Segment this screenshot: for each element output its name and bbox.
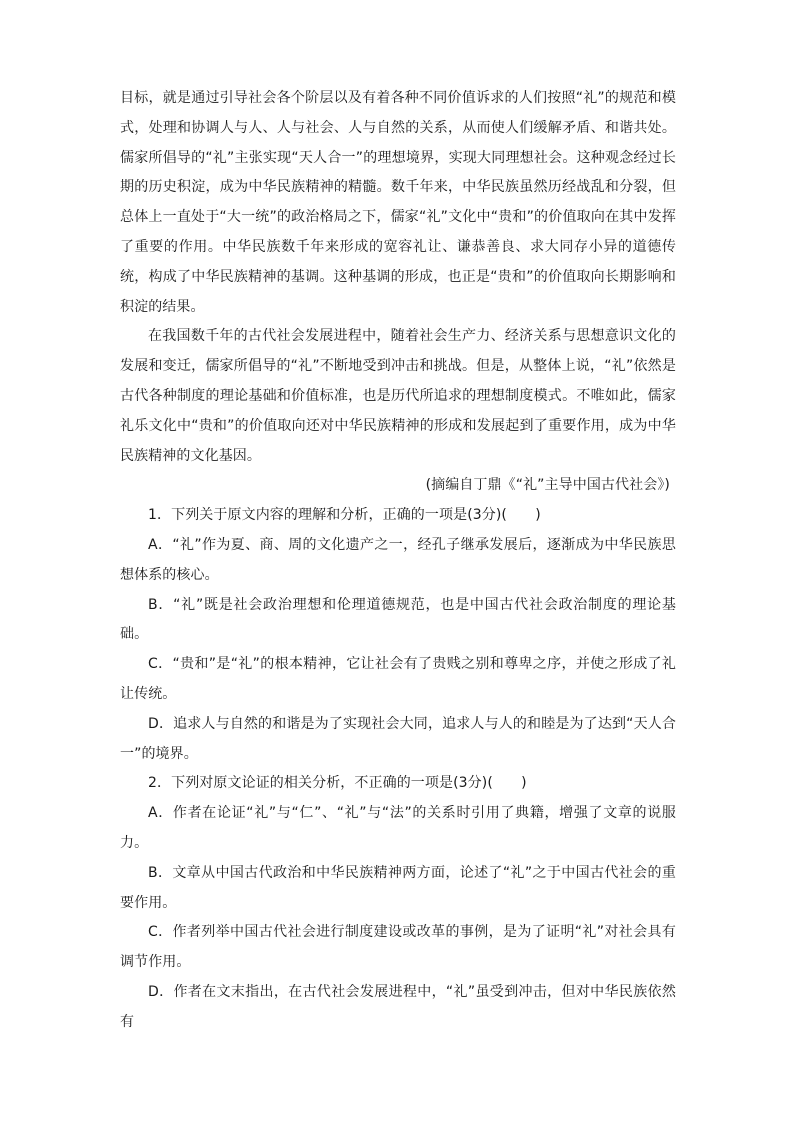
page-content: [120, 84, 676, 1038]
question-2-option-d: D．作者在文末指出，在古代社会发展进程中，“礼”虽受到冲击，但对中华民族依然有: [120, 983, 676, 1030]
question-1-option-d: D．追求人与自然的和谐是为了实现社会大同，追求人与人的和睦是为了达到“天人合一”的境界。: [120, 715, 676, 762]
question-1-stem: 1．下列关于原文内容的理解和分析，正确的一项是(3分)( ): [148, 507, 541, 524]
question-1-option-c: C．“贵和”是“礼”的根本精神，它让社会有了贵贱之别和尊卑之序，并使之形成了礼让传统。: [120, 656, 676, 702]
question-2-stem: 2．下列对原文论证的相关分析，不正确的一项是(3分)( ): [148, 775, 527, 792]
passage-source: (摘编自丁鼎《“礼”主导中国古代社会》): [425, 477, 670, 494]
question-1-option-a: A．“礼”作为夏、商、周的文化遗产之一，经孔子继承发展后，逐渐成为中华民族思想体系的核心。: [120, 536, 676, 583]
question-1-option-b: B．“礼”既是社会政治理想和伦理道德规范，也是中国古代社会政治制度的理论基础。: [120, 596, 676, 643]
question-2-option-b: B．文章从中国古代政治和中华民族精神两方面，论述了“礼”之于中国古代社会的重要作用。: [120, 864, 676, 911]
question-2-option-a: A．作者在论证“礼”与“仁”、“礼”与“法”的关系时引用了典籍，增强了文章的说服力。: [120, 805, 676, 851]
passage-paragraph-2: 在我国数千年的古代社会发展进程中，随着社会生产力、经济关系与思想意识文化的发展和变迁，儒家所倡导的“礼”不断地受到冲击和挑战。但是，从整体上说，“礼”依然是古代各种制度的理论基础和价值标准，也是历代所追求的理想制度模式。不唯如此，儒家礼乐文化中“贵和”的价值取向还对中华民族精神的形成和发展起到了重要作用，成为中华民族精神的文化基因。: [120, 328, 676, 464]
passage-paragraph-1: 目标，就是通过引导社会各个阶层以及有着各种不同价值诉求的人们按照“礼”的规范和模式，处理和协调人与人、人与社会、人与自然的关系，从而使人们缓解矛盾、和谐共处。儒家所倡导的“礼”主张实现“天人合一”的理想境界，实现大同理想社会。这种观念经过长期的历史积淀，成为中华民族精神的精髓。数千年来，中华民族虽然历经战乱和分裂，但总体上一直处于“大一统”的政治格局之下，儒家“礼”文化中“贵和”的价值取向在其中发挥了重要的作用。中华民族数千年来形成的宽容礼让、谦恭善良、求大同存小异的道德传统，构成了中华民族精神的基调。这种基调的形成，也正是“贵和”的价值取向长期影响和积淀的结果。: [120, 90, 676, 315]
question-2-option-c: C．作者列举中国古代社会进行制度建设或改革的事例，是为了证明“礼”对社会具有调节作用。: [120, 924, 676, 971]
